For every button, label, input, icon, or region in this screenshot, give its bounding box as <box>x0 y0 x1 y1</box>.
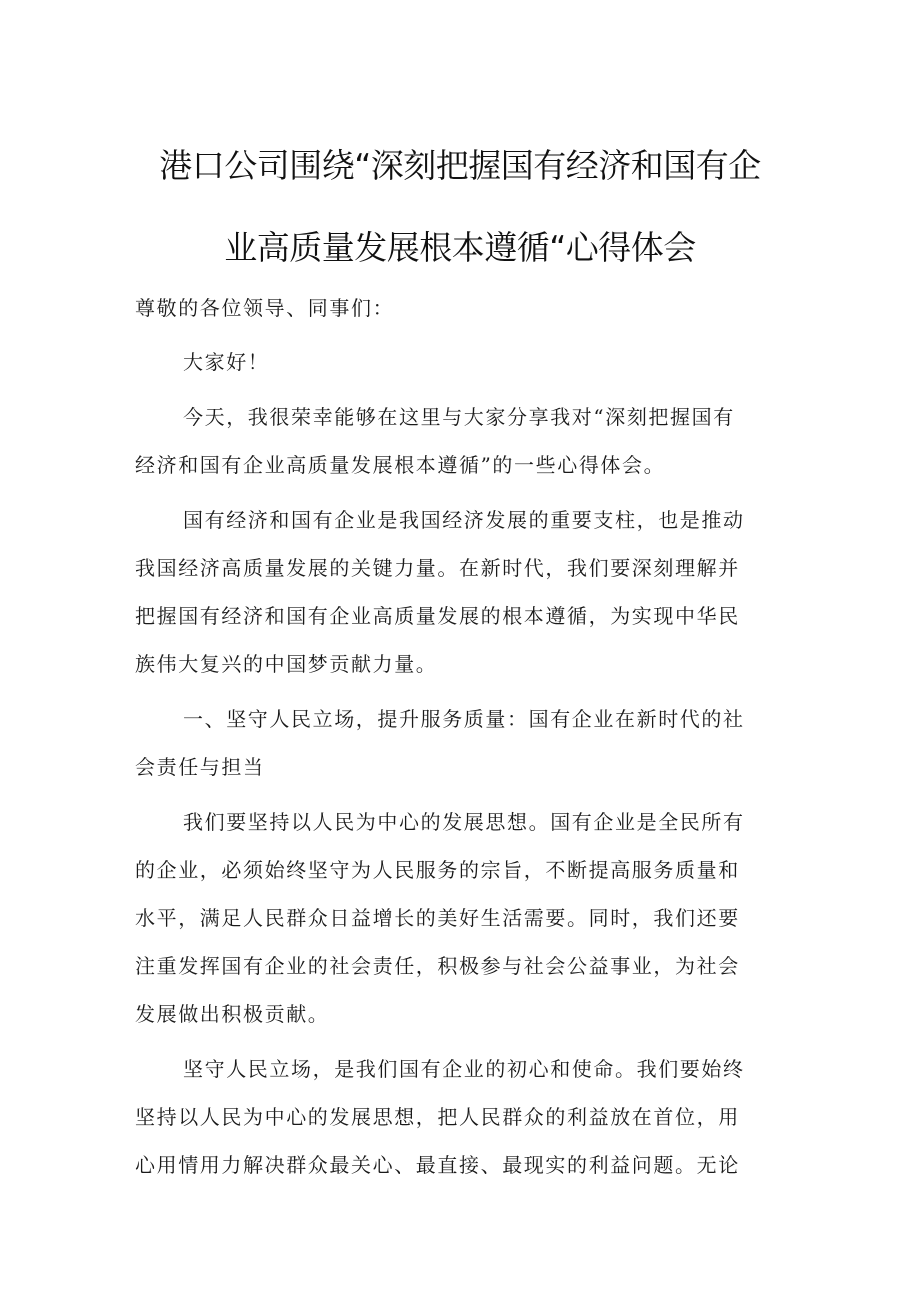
paragraph-line: 把握国有经济和国有企业高质量发展的根本遵循，为实现中华民 <box>135 604 740 628</box>
section-heading <box>135 695 785 791</box>
document-title-line-2: 业高质量发展根本遵循“心得体会 <box>224 228 696 267</box>
greeting: 尊敬的各位领导、同事们： <box>135 296 395 320</box>
paragraph <box>135 798 785 1038</box>
paragraph-line: 心用情用力解决群众最关心、最直接、最现实的利益问题。无论 <box>135 1153 740 1177</box>
paragraph-line: 坚守人民立场，是我们国有企业的初心和使命。我们要始终 <box>183 1057 745 1081</box>
paragraph-line: 族伟大复兴的中国梦贡献力量。 <box>135 652 438 676</box>
paragraph <box>135 496 785 688</box>
paragraph-line: 国有经济和国有企业是我国经济发展的重要支柱，也是推动 <box>183 508 745 532</box>
paragraph-line: 我们要坚持以人民为中心的发展思想。国有企业是全民所有 <box>183 810 745 834</box>
paragraph-line: 经济和国有企业高质量发展根本遵循”的一些心得体会。 <box>135 453 666 477</box>
paragraph <box>135 393 785 489</box>
salutation: 大家好！ <box>183 350 270 374</box>
paragraph-line: 的企业，必须始终坚守为人民服务的宗旨，不断提高服务质量和 <box>135 858 740 882</box>
paragraph-line: 水平，满足人民群众日益增长的美好生活需要。同时，我们还要 <box>135 906 740 930</box>
document-title-line-1: 港口公司围绕“深刻把握国有经济和国有企 <box>159 146 761 185</box>
paragraph <box>135 1045 785 1189</box>
paragraph-line: 今天，我很荣幸能够在这里与大家分享我对“深刻把握国有 <box>183 405 735 429</box>
paragraph-line: 我国经济高质量发展的关键力量。在新时代，我们要深刻理解并 <box>135 556 740 580</box>
paragraph-line: 坚持以人民为中心的发展思想，把人民群众的利益放在首位，用 <box>135 1105 740 1129</box>
paragraph-line: 一、坚守人民立场，提升服务质量：国有企业在新时代的社 <box>183 707 745 731</box>
paragraph-line: 会责任与担当 <box>135 755 265 779</box>
paragraph-line: 注重发挥国有企业的社会责任，积极参与社会公益事业，为社会 <box>135 954 740 978</box>
paragraph-line: 发展做出积极贡献。 <box>135 1002 330 1026</box>
document-body <box>135 284 785 1189</box>
